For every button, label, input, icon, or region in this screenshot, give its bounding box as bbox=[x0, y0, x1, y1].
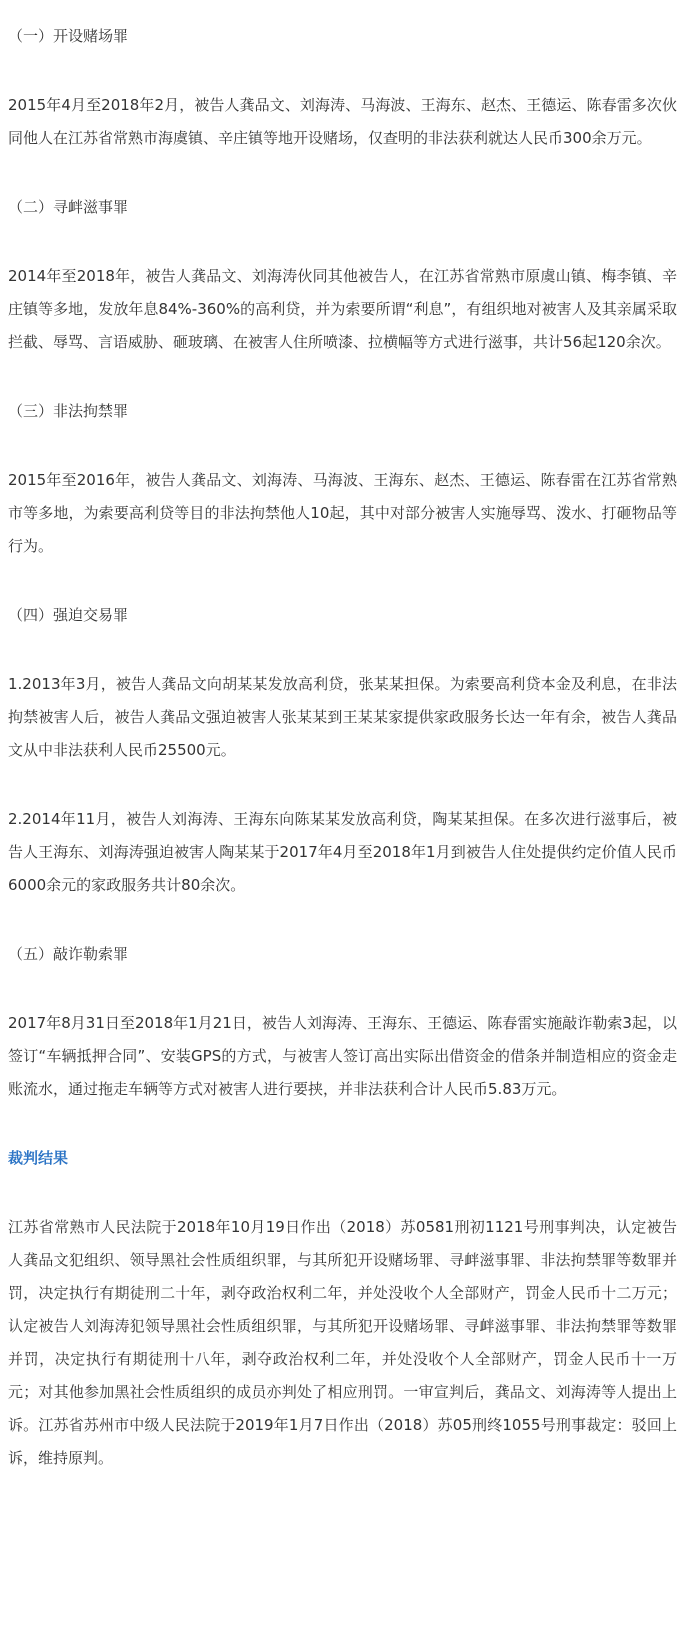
section-paragraph-5: 2017年8月31日至2018年1月21日，被告人刘海涛、王海东、王德运、陈春雷实施敲诈勒索3起，以签订“车辆抵押合同”、安装GPS的方式，与被害人签订高出实际出借资金的借条并制造相应的资金走账流水，通过拖走车辆等方式对被害人进行要挟，并非法获利合计人民币5.83万元。 bbox=[8, 1014, 677, 1098]
section-paragraph-3: 2015年至2016年，被告人龚品文、刘海涛、马海波、王海东、赵杰、王德运、陈春雷在江苏省常熟市等多地，为索要高利贷等目的非法拘禁他人10起，其中对部分被害人实施辱骂、泼水、打砸物品等行为。 bbox=[8, 471, 677, 555]
section-paragraph-1: 2015年4月至2018年2月，被告人龚品文、刘海涛、马海波、王海东、赵杰、王德运、陈春雷多次伙同他人在江苏省常熟市海虞镇、辛庄镇等地开设赌场，仅查明的非法获利就达人民币300余万元。 bbox=[8, 96, 677, 147]
section-paragraph-4-1: 1.2013年3月，被告人龚品文向胡某某发放高利贷，张某某担保。为索要高利贷本金及利息，在非法拘禁被害人后，被告人龚品文强迫被害人张某某到王某某家提供家政服务长达一年有余，被告人龚品文从中非法获利人民币25500元。 bbox=[8, 675, 677, 759]
section-paragraph-4-2: 2.2014年11月，被告人刘海涛、王海东向陈某某发放高利贷，陶某某担保。在多次进行滋事后，被告人王海东、刘海涛强迫被害人陶某某于2017年4月至2018年1月到被告人住处提供约定价值人民币6000余元的家政服务共计80余次。 bbox=[8, 810, 677, 894]
verdict-title: 裁判结果 bbox=[8, 1149, 69, 1167]
section-heading-4: （四）强迫交易罪 bbox=[8, 606, 129, 624]
section-paragraph-2: 2014年至2018年，被告人龚品文、刘海涛伙同其他被告人，在江苏省常熟市原虞山镇、梅李镇、辛庄镇等多地，发放年息84%-360%的高利贷，并为索要所谓“利息”，有组织地对被害人及其亲属采取拦截、辱骂、言语威胁、砸玻璃、在被害人住所喷漆、拉横幅等方式进行滋事，共计56起120余次。 bbox=[8, 267, 677, 351]
section-heading-3: （三）非法拘禁罪 bbox=[8, 402, 129, 420]
verdict-paragraph: 江苏省常熟市人民法院于2018年10月19日作出（2018）苏0581刑初1121号刑事判决，认定被告人龚品文犯组织、领导黑社会性质组织罪，与其所犯开设赌场罪、寻衅滋事罪、非法拘禁罪等数罪并罚，决定执行有期徒刑二十年，剥夺政治权利二年，并处没收个人全部财产，罚金人民币十二万元；认定被告人刘海涛犯领导黑社会性质组织罪，与其所犯开设赌场罪、寻衅滋事罪、非法拘禁罪等数罪并罚，决定执行有期徒刑十八年，剥夺政治权利二年，并处没收个人全部财产，罚金人民币十一万元；对其他参加黑社会性质组织的成员亦判处了相应刑罚。一审宣判后，龚品文、刘海涛等人提出上诉。江苏省苏州市中级人民法院于2019年1月7日作出（2018）苏05刑终1055号刑事裁定：驳回上诉，维持原判。 bbox=[8, 1218, 677, 1467]
section-heading-2: （二）寻衅滋事罪 bbox=[8, 198, 129, 216]
section-heading-5: （五）敲诈勒索罪 bbox=[8, 945, 129, 963]
section-heading-1: （一）开设赌场罪 bbox=[8, 27, 129, 45]
